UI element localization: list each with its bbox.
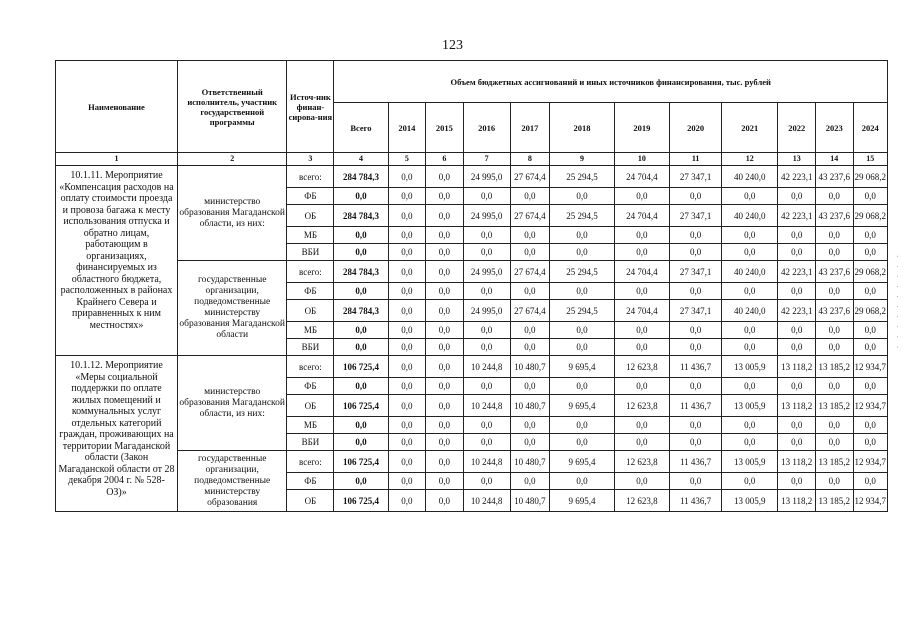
column-number: 10 xyxy=(614,153,669,166)
column-number: 5 xyxy=(388,153,426,166)
value-cell: 0,0 xyxy=(388,227,426,244)
value-cell: 0,0 xyxy=(670,188,722,205)
value-cell: 0,0 xyxy=(550,473,615,490)
total-cell: 106 725,4 xyxy=(334,451,388,473)
value-cell: 29 068,2 xyxy=(853,261,887,283)
column-number: 4 xyxy=(334,153,388,166)
total-cell: 284 784,3 xyxy=(334,300,388,322)
value-cell: 42 223,1 xyxy=(778,205,816,227)
executor-cell: министерство образования Магаданской области, из них: xyxy=(177,166,286,261)
value-cell: 0,0 xyxy=(853,188,887,205)
value-cell: 24 704,4 xyxy=(614,166,669,188)
header-executor: Ответственный исполнитель, участник государственной программы xyxy=(177,61,286,153)
value-cell: 0,0 xyxy=(510,322,550,339)
value-cell: 0,0 xyxy=(463,417,510,434)
header-year: 2018 xyxy=(550,103,615,153)
value-cell: 0,0 xyxy=(670,417,722,434)
value-cell: 0,0 xyxy=(426,434,464,451)
column-number: 9 xyxy=(550,153,615,166)
value-cell: 13 005,9 xyxy=(722,451,778,473)
value-cell: 0,0 xyxy=(510,473,550,490)
value-cell: 0,0 xyxy=(670,339,722,356)
value-cell: 27 347,1 xyxy=(670,300,722,322)
header-year: 2023 xyxy=(815,103,853,153)
column-numbers-row xyxy=(56,153,888,166)
value-cell: 0,0 xyxy=(853,434,887,451)
value-cell: 0,0 xyxy=(426,378,464,395)
value-cell: 25 294,5 xyxy=(550,205,615,227)
total-cell: 284 784,3 xyxy=(334,166,388,188)
column-number: 2 xyxy=(177,153,286,166)
value-cell: 0,0 xyxy=(722,473,778,490)
value-cell: 10 480,7 xyxy=(510,395,550,417)
value-cell: 13 005,9 xyxy=(722,356,778,378)
total-cell: 0,0 xyxy=(334,378,388,395)
source-cell: МБ xyxy=(287,322,334,339)
value-cell: 0,0 xyxy=(388,356,426,378)
value-cell: 0,0 xyxy=(853,227,887,244)
value-cell: 0,0 xyxy=(550,339,615,356)
header-year: 2014 xyxy=(388,103,426,153)
value-cell: 29 068,2 xyxy=(853,166,887,188)
value-cell: 24 704,4 xyxy=(614,300,669,322)
value-cell: 0,0 xyxy=(853,378,887,395)
value-cell: 0,0 xyxy=(778,434,816,451)
total-cell: 284 784,3 xyxy=(334,261,388,283)
value-cell: 0,0 xyxy=(388,417,426,434)
value-cell: 0,0 xyxy=(426,244,464,261)
source-cell: всего: xyxy=(287,356,334,378)
value-cell: 0,0 xyxy=(388,166,426,188)
total-cell: 0,0 xyxy=(334,473,388,490)
value-cell: 0,0 xyxy=(722,378,778,395)
column-number: 8 xyxy=(510,153,550,166)
column-number: 7 xyxy=(463,153,510,166)
total-cell: 106 725,4 xyxy=(334,356,388,378)
value-cell: 0,0 xyxy=(510,188,550,205)
value-cell: 24 704,4 xyxy=(614,261,669,283)
value-cell: 0,0 xyxy=(463,339,510,356)
column-number: 13 xyxy=(778,153,816,166)
value-cell: 0,0 xyxy=(426,166,464,188)
value-cell: 0,0 xyxy=(463,322,510,339)
column-number: 12 xyxy=(722,153,778,166)
source-cell: ФБ xyxy=(287,188,334,205)
value-cell: 0,0 xyxy=(426,205,464,227)
value-cell: 27 674,4 xyxy=(510,166,550,188)
value-cell: 0,0 xyxy=(426,339,464,356)
source-cell: всего: xyxy=(287,166,334,188)
value-cell: 0,0 xyxy=(853,244,887,261)
value-cell: 13 005,9 xyxy=(722,395,778,417)
value-cell: 0,0 xyxy=(426,473,464,490)
source-cell: ОБ xyxy=(287,205,334,227)
column-number: 14 xyxy=(815,153,853,166)
value-cell: 24 995,0 xyxy=(463,205,510,227)
value-cell: 0,0 xyxy=(388,261,426,283)
value-cell: 0,0 xyxy=(388,490,426,512)
value-cell: 40 240,0 xyxy=(722,261,778,283)
executor-cell: министерство образования Магаданской области, из них: xyxy=(177,356,286,451)
value-cell: 27 674,4 xyxy=(510,300,550,322)
value-cell: 11 436,7 xyxy=(670,356,722,378)
column-number: 1 xyxy=(56,153,178,166)
source-cell: всего: xyxy=(287,261,334,283)
value-cell: 0,0 xyxy=(778,244,816,261)
value-cell: 0,0 xyxy=(510,339,550,356)
value-cell: 13 118,2 xyxy=(778,356,816,378)
value-cell: 9 695,4 xyxy=(550,490,615,512)
value-cell: 0,0 xyxy=(670,378,722,395)
header-year: 2015 xyxy=(426,103,464,153)
value-cell: 12 623,8 xyxy=(614,395,669,417)
value-cell: 0,0 xyxy=(426,227,464,244)
header-total: Всего xyxy=(334,103,388,153)
value-cell: 0,0 xyxy=(778,378,816,395)
header-year: 2019 xyxy=(614,103,669,153)
activity-name: 10.1.11. Мероприятие «Компенсация расходов на оплату стоимости проезда и провоза багажа к месту использования отпуска и обратно лицам, работающим в организациях, финансируемых из областного бюджета, расположенных в районах Крайнего Севера и приравненных к ним местностях» xyxy=(56,166,178,356)
value-cell: 0,0 xyxy=(463,283,510,300)
value-cell: 0,0 xyxy=(670,227,722,244)
value-cell: 13 185,2 xyxy=(815,356,853,378)
value-cell: 13 118,2 xyxy=(778,490,816,512)
value-cell: 0,0 xyxy=(426,451,464,473)
value-cell: 0,0 xyxy=(426,261,464,283)
value-cell: 24 995,0 xyxy=(463,261,510,283)
value-cell: 0,0 xyxy=(426,490,464,512)
value-cell: 0,0 xyxy=(778,417,816,434)
value-cell: 0,0 xyxy=(815,378,853,395)
value-cell: 0,0 xyxy=(815,434,853,451)
source-cell: ОБ xyxy=(287,490,334,512)
page-number: 123 xyxy=(442,38,463,53)
value-cell: 0,0 xyxy=(778,473,816,490)
total-cell: 0,0 xyxy=(334,417,388,434)
value-cell: 0,0 xyxy=(463,227,510,244)
value-cell: 13 118,2 xyxy=(778,395,816,417)
source-cell: ОБ xyxy=(287,300,334,322)
value-cell: 0,0 xyxy=(463,473,510,490)
header-name: Наименование xyxy=(56,61,178,153)
value-cell: 11 436,7 xyxy=(670,395,722,417)
value-cell: 0,0 xyxy=(670,244,722,261)
value-cell: 12 934,7 xyxy=(853,451,887,473)
value-cell: 0,0 xyxy=(388,322,426,339)
source-cell: МБ xyxy=(287,417,334,434)
total-cell: 284 784,3 xyxy=(334,205,388,227)
value-cell: 11 436,7 xyxy=(670,490,722,512)
value-cell: 10 480,7 xyxy=(510,490,550,512)
value-cell: 0,0 xyxy=(510,283,550,300)
value-cell: 0,0 xyxy=(614,227,669,244)
value-cell: 40 240,0 xyxy=(722,300,778,322)
value-cell: 0,0 xyxy=(815,417,853,434)
value-cell: 9 695,4 xyxy=(550,451,615,473)
value-cell: 0,0 xyxy=(510,244,550,261)
value-cell: 0,0 xyxy=(670,434,722,451)
value-cell: 24 995,0 xyxy=(463,300,510,322)
value-cell: 27 674,4 xyxy=(510,261,550,283)
value-cell: 0,0 xyxy=(388,339,426,356)
value-cell: 0,0 xyxy=(550,322,615,339)
value-cell: 0,0 xyxy=(426,188,464,205)
source-cell: ВБИ xyxy=(287,434,334,451)
value-cell: 0,0 xyxy=(426,356,464,378)
value-cell: 29 068,2 xyxy=(853,300,887,322)
value-cell: 0,0 xyxy=(614,473,669,490)
value-cell: 0,0 xyxy=(388,283,426,300)
value-cell: 0,0 xyxy=(550,434,615,451)
column-number: 3 xyxy=(287,153,334,166)
header-year: 2022 xyxy=(778,103,816,153)
value-cell: 43 237,6 xyxy=(815,300,853,322)
value-cell: 0,0 xyxy=(510,417,550,434)
value-cell: 10 480,7 xyxy=(510,451,550,473)
value-cell: 0,0 xyxy=(722,322,778,339)
column-number: 15 xyxy=(853,153,887,166)
value-cell: 0,0 xyxy=(778,322,816,339)
value-cell: 25 294,5 xyxy=(550,261,615,283)
value-cell: 13 005,9 xyxy=(722,490,778,512)
value-cell: 0,0 xyxy=(426,300,464,322)
value-cell: 0,0 xyxy=(722,417,778,434)
value-cell: 42 223,1 xyxy=(778,261,816,283)
value-cell: 0,0 xyxy=(853,473,887,490)
value-cell: 0,0 xyxy=(388,205,426,227)
source-cell: ФБ xyxy=(287,283,334,300)
value-cell: 0,0 xyxy=(853,417,887,434)
value-cell: 12 934,7 xyxy=(853,395,887,417)
value-cell: 40 240,0 xyxy=(722,205,778,227)
value-cell: 0,0 xyxy=(388,244,426,261)
value-cell: 0,0 xyxy=(426,417,464,434)
table-body xyxy=(56,166,888,512)
value-cell: 0,0 xyxy=(463,188,510,205)
source-cell: ФБ xyxy=(287,378,334,395)
value-cell: 0,0 xyxy=(388,473,426,490)
value-cell: 10 244,8 xyxy=(463,451,510,473)
table-row xyxy=(56,166,888,188)
value-cell: 42 223,1 xyxy=(778,166,816,188)
activity-name: 10.1.12. Мероприятие «Меры социальной поддержки по оплате жилых помещений и коммунальных услуг отдельных категорий граждан, проживающих на территории Магаданской области (Закон Магаданской области от 28 декабря 2004 г. № 528-ОЗ)» xyxy=(56,356,178,512)
value-cell: 0,0 xyxy=(815,322,853,339)
table-row xyxy=(56,451,888,473)
value-cell: 25 294,5 xyxy=(550,300,615,322)
source-cell: всего: xyxy=(287,451,334,473)
value-cell: 43 237,6 xyxy=(815,166,853,188)
value-cell: 0,0 xyxy=(388,395,426,417)
value-cell: 0,0 xyxy=(778,188,816,205)
value-cell: 0,0 xyxy=(614,417,669,434)
value-cell: 27 347,1 xyxy=(670,166,722,188)
value-cell: 0,0 xyxy=(722,283,778,300)
value-cell: 13 185,2 xyxy=(815,395,853,417)
source-cell: МБ xyxy=(287,227,334,244)
value-cell: 0,0 xyxy=(778,227,816,244)
total-cell: 106 725,4 xyxy=(334,395,388,417)
value-cell: 0,0 xyxy=(815,339,853,356)
value-cell: 0,0 xyxy=(815,227,853,244)
value-cell: 0,0 xyxy=(388,188,426,205)
value-cell: 0,0 xyxy=(722,227,778,244)
value-cell: 0,0 xyxy=(463,378,510,395)
value-cell: 27 347,1 xyxy=(670,261,722,283)
value-cell: 0,0 xyxy=(722,188,778,205)
value-cell: 13 185,2 xyxy=(815,490,853,512)
value-cell: 0,0 xyxy=(550,378,615,395)
value-cell: 0,0 xyxy=(510,378,550,395)
executor-cell: государственные организации, подведомственные министерству образования Магаданской области xyxy=(177,261,286,356)
source-cell: ВБИ xyxy=(287,244,334,261)
value-cell: 24 995,0 xyxy=(463,166,510,188)
value-cell: 0,0 xyxy=(426,322,464,339)
source-cell: ОБ xyxy=(287,395,334,417)
value-cell: 0,0 xyxy=(550,283,615,300)
value-cell: 0,0 xyxy=(510,434,550,451)
value-cell: 0,0 xyxy=(614,322,669,339)
executor-cell: государственные организации, подведомственные министерству образования xyxy=(177,451,286,512)
value-cell: 0,0 xyxy=(388,300,426,322)
total-cell: 0,0 xyxy=(334,283,388,300)
table-row xyxy=(56,261,888,283)
value-cell: 0,0 xyxy=(614,244,669,261)
value-cell: 0,0 xyxy=(550,244,615,261)
value-cell: 0,0 xyxy=(670,473,722,490)
source-cell: ВБИ xyxy=(287,339,334,356)
value-cell: 0,0 xyxy=(426,395,464,417)
value-cell: 0,0 xyxy=(426,283,464,300)
source-cell: ФБ xyxy=(287,473,334,490)
value-cell: 0,0 xyxy=(550,417,615,434)
value-cell: 0,0 xyxy=(853,283,887,300)
value-cell: 43 237,6 xyxy=(815,205,853,227)
value-cell: 0,0 xyxy=(614,339,669,356)
value-cell: 0,0 xyxy=(722,339,778,356)
value-cell: 0,0 xyxy=(614,283,669,300)
value-cell: 12 934,7 xyxy=(853,490,887,512)
value-cell: 12 623,8 xyxy=(614,451,669,473)
value-cell: 0,0 xyxy=(550,227,615,244)
value-cell: 0,0 xyxy=(778,339,816,356)
total-cell: 0,0 xyxy=(334,322,388,339)
value-cell: 27 347,1 xyxy=(670,205,722,227)
total-cell: 0,0 xyxy=(334,339,388,356)
value-cell: 10 244,8 xyxy=(463,395,510,417)
value-cell: 10 244,8 xyxy=(463,490,510,512)
value-cell: 0,0 xyxy=(388,378,426,395)
value-cell: 12 934,7 xyxy=(853,356,887,378)
value-cell: 0,0 xyxy=(614,188,669,205)
header-source: Источ-ник финан-сирова-ния xyxy=(287,61,334,153)
budget-table xyxy=(55,60,888,512)
column-number: 11 xyxy=(670,153,722,166)
value-cell: 0,0 xyxy=(388,451,426,473)
value-cell: 0,0 xyxy=(670,322,722,339)
value-cell: 11 436,7 xyxy=(670,451,722,473)
value-cell: 0,0 xyxy=(815,473,853,490)
value-cell: 0,0 xyxy=(388,434,426,451)
value-cell: 0,0 xyxy=(670,283,722,300)
value-cell: 0,0 xyxy=(550,188,615,205)
value-cell: 0,0 xyxy=(614,434,669,451)
value-cell: 43 237,6 xyxy=(815,261,853,283)
total-cell: 0,0 xyxy=(334,227,388,244)
scan-edge-marks: · · · · · · · · · · xyxy=(893,255,901,352)
value-cell: 40 240,0 xyxy=(722,166,778,188)
value-cell: 0,0 xyxy=(463,434,510,451)
column-number: 6 xyxy=(426,153,464,166)
total-cell: 0,0 xyxy=(334,434,388,451)
header-year: 2017 xyxy=(510,103,550,153)
value-cell: 0,0 xyxy=(853,322,887,339)
table-row xyxy=(56,356,888,378)
value-cell: 0,0 xyxy=(722,244,778,261)
total-cell: 0,0 xyxy=(334,188,388,205)
value-cell: 0,0 xyxy=(815,244,853,261)
total-cell: 0,0 xyxy=(334,244,388,261)
value-cell: 0,0 xyxy=(463,244,510,261)
value-cell: 10 244,8 xyxy=(463,356,510,378)
value-cell: 42 223,1 xyxy=(778,300,816,322)
value-cell: 0,0 xyxy=(853,339,887,356)
value-cell: 0,0 xyxy=(722,434,778,451)
value-cell: 0,0 xyxy=(510,227,550,244)
header-year: 2024 xyxy=(853,103,887,153)
header-year: 2020 xyxy=(670,103,722,153)
value-cell: 13 185,2 xyxy=(815,451,853,473)
value-cell: 12 623,8 xyxy=(614,356,669,378)
value-cell: 9 695,4 xyxy=(550,356,615,378)
total-cell: 106 725,4 xyxy=(334,490,388,512)
value-cell: 29 068,2 xyxy=(853,205,887,227)
value-cell: 9 695,4 xyxy=(550,395,615,417)
header-year: 2016 xyxy=(463,103,510,153)
value-cell: 0,0 xyxy=(614,378,669,395)
value-cell: 13 118,2 xyxy=(778,451,816,473)
value-cell: 27 674,4 xyxy=(510,205,550,227)
value-cell: 0,0 xyxy=(778,283,816,300)
value-cell: 25 294,5 xyxy=(550,166,615,188)
value-cell: 0,0 xyxy=(815,188,853,205)
header-volume: Объем бюджетных ассигнований и иных источников финансирования, тыс. рублей xyxy=(334,61,888,103)
value-cell: 10 480,7 xyxy=(510,356,550,378)
value-cell: 24 704,4 xyxy=(614,205,669,227)
value-cell: 0,0 xyxy=(815,283,853,300)
value-cell: 12 623,8 xyxy=(614,490,669,512)
header-year: 2021 xyxy=(722,103,778,153)
